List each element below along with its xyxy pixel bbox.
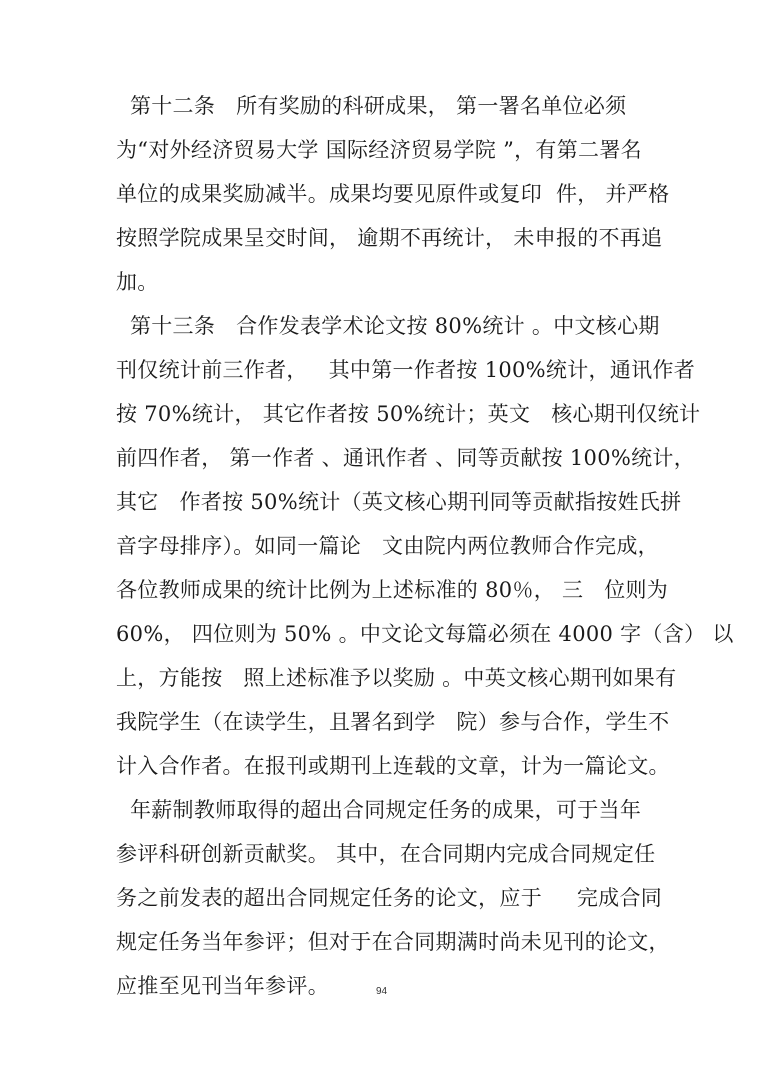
text-line: 应推至见刊当年参评。: [116, 974, 329, 998]
text-line: 各位教师成果的统计比例为上述标准的 80％， 三 位则为: [116, 578, 669, 602]
page-number: 94: [375, 986, 388, 997]
text-line: 加。: [116, 270, 159, 294]
text-line: 按照学院成果呈交时间， 逾期不再统计， 未申报的不再追: [116, 226, 663, 250]
text-line: 我院学生（在读学生，且署名到学 院）参与合作，学生不: [116, 710, 670, 734]
text-line: 60%， 四位则为 50% 。中文论文每篇必须在 4000 字（含） 以: [116, 622, 734, 646]
text-line: 刊仅统计前三作者， 其中第一作者按 100%统计，通讯作者: [116, 358, 696, 382]
text-line: 其它 作者按 50%统计（英文核心期刊同等贡献指按姓氏拼: [116, 490, 682, 514]
text-line: 务之前发表的超出合同规定任务的论文，应于 完成合同: [116, 886, 663, 910]
text-line: 单位的成果奖励减半。成果均要见原件或复印 件， 并严格: [116, 182, 670, 206]
text-line: 上，方能按 照上述标准予以奖励 。中英文核心期刊如果有: [116, 666, 677, 690]
text-line: 参评科研创新贡献奖。 其中，在合同期内完成合同规定任: [116, 842, 656, 866]
text-line: 年薪制教师取得的超出合同规定任务的成果，可于当年: [116, 798, 642, 822]
text-line: 第十三条 合作发表学术论文按 80%统计 。中文核心期: [116, 314, 660, 338]
text-line: 音字母排序）。如同一篇论 文由院内两位教师合作完成，: [116, 534, 659, 558]
text-line: 计入合作者。在报刊或期刊上连载的文章，计为一篇论文。: [116, 754, 670, 778]
text-line: 为“对外经济贸易大学 国际经济贸易学院 ”，有第二署名: [116, 138, 642, 162]
text-line: 规定任务当年参评；但对于在合同期满时尚未见刊的论文，: [116, 930, 670, 954]
text-line: 前四作者， 第一作者 、通讯作者 、同等贡献按 100%统计，: [116, 446, 696, 470]
text-line: 按 70%统计， 其它作者按 50%统计；英文 核心期刊仅统计: [116, 402, 701, 426]
text-line: 第十二条 所有奖励的科研成果， 第一署名单位必须: [116, 94, 627, 118]
